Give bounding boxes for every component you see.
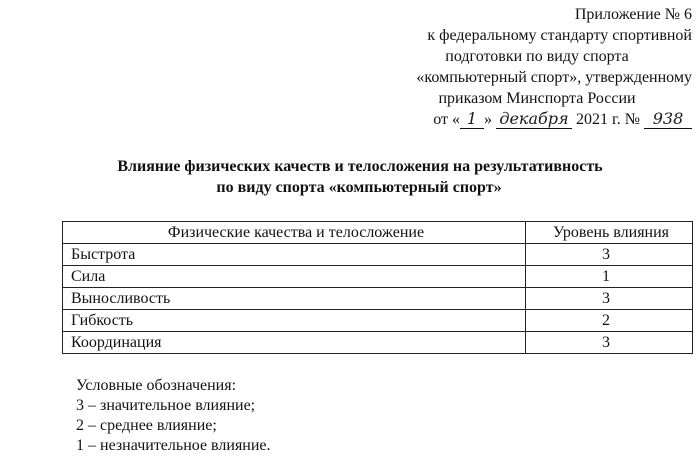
title-line-2: по виду спорта «компьютерный спорт» xyxy=(216,179,502,196)
table-row xyxy=(63,266,693,288)
quality-cell: Координация xyxy=(63,332,526,354)
level-cell: 1 xyxy=(526,266,693,288)
table-row xyxy=(63,244,693,266)
legend-item: 3 – значительное влияние; xyxy=(76,397,256,414)
appendix-sport-line: подготовки по виду спорта xyxy=(445,48,629,65)
level-cell: 3 xyxy=(526,332,693,354)
appendix-standard-line: к федеральному стандарту спортивной xyxy=(427,27,692,44)
column-header-level: Уровень влияния xyxy=(526,222,693,244)
handwritten-order-number: 938 xyxy=(644,110,692,129)
table-row xyxy=(63,310,693,332)
influence-table xyxy=(62,221,693,354)
table-row xyxy=(63,288,693,310)
level-cell: 3 xyxy=(526,244,693,266)
appendix-date-line xyxy=(362,109,692,130)
legend-item: 2 – среднее влияние; xyxy=(76,417,217,434)
level-cell: 3 xyxy=(526,288,693,310)
quality-cell: Сила xyxy=(63,266,526,288)
table-row xyxy=(63,332,693,354)
date-prefix: от « xyxy=(433,111,460,128)
quality-cell: Гибкость xyxy=(63,310,526,332)
legend xyxy=(76,376,271,456)
document-title xyxy=(0,156,700,198)
quality-cell: Выносливость xyxy=(63,288,526,310)
legend-heading: Условные обозначения: xyxy=(76,377,237,394)
date-year: 2021 г. № xyxy=(575,111,640,128)
appendix-number: Приложение № 6 xyxy=(574,6,692,23)
appendix-order-line: приказом Минспорта России xyxy=(438,90,636,107)
title-line-1: Влияние физических качеств и телосложения на результативность xyxy=(117,158,603,175)
handwritten-day: 1 xyxy=(460,110,484,129)
quality-cell: Быстрота xyxy=(63,244,526,266)
appendix-approved-line: «компьютерный спорт», утвержденному xyxy=(416,69,692,86)
legend-item: 1 – незначительное влияние. xyxy=(76,437,271,454)
handwritten-month: декабря xyxy=(496,110,572,129)
appendix-header xyxy=(362,4,692,130)
column-header-quality: Физические качества и телосложение xyxy=(63,222,526,244)
date-mid: » xyxy=(483,111,492,128)
level-cell: 2 xyxy=(526,310,693,332)
table-header-row xyxy=(63,222,693,244)
